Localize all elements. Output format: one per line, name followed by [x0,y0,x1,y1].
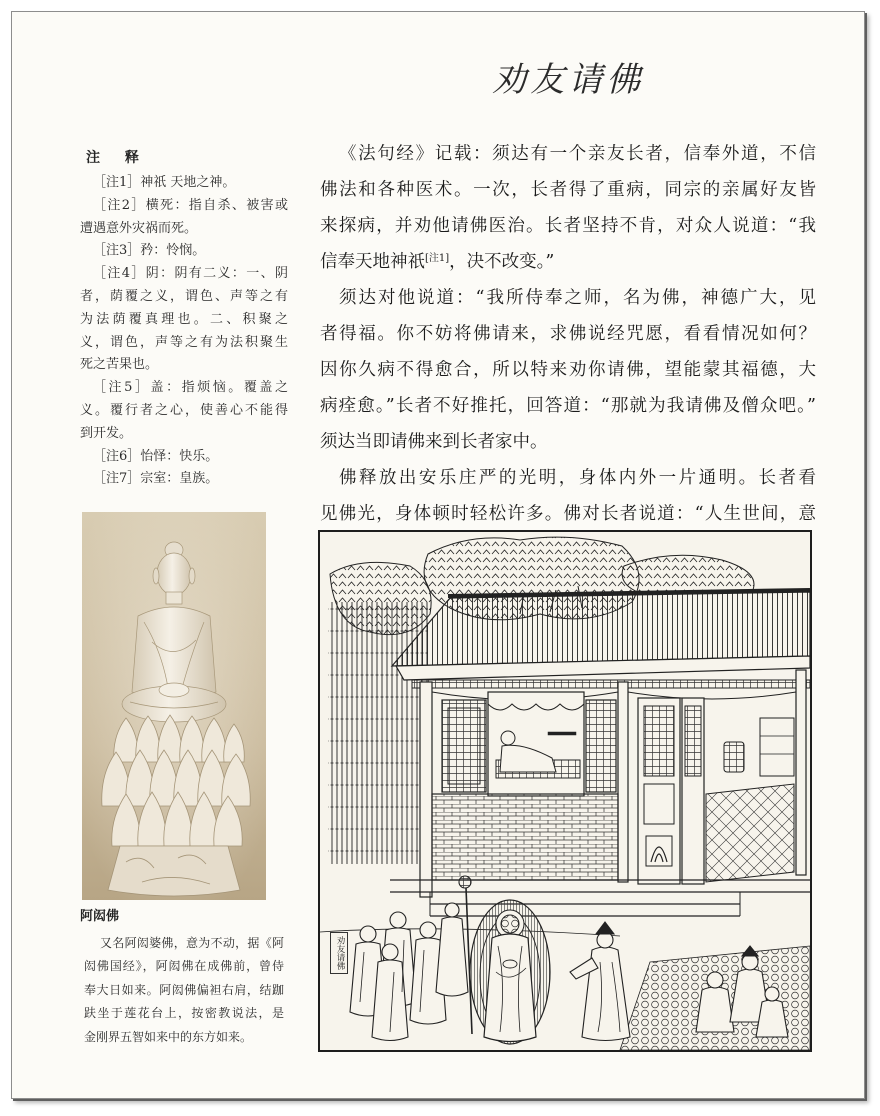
pavilion-roof [392,592,810,666]
note-reference-1: [注1] [425,253,450,264]
notes-column [80,147,292,497]
buddha-with-halo [470,900,550,1044]
caption-line-2: 闳佛国经》，阿闳佛在成佛前，曾侍 [84,959,285,974]
paragraph-2-line-3: 因你久病不得愈合，所以特来劝你请佛，望能蒙其福德，大 [320,360,818,380]
note-2-cont: 遭遇意外灾祸而死。 [80,220,198,236]
figure-caption [84,932,284,1050]
caption-line-4: 趺坐于莲花台上，按密教说法，是 [84,1006,286,1021]
note-3: ［注3］矜：怜悯。 [93,243,206,259]
caption-line-3: 奉大日如来。阿闳佛偏袒右肩，结跏 [84,982,285,997]
note-5-cont-2: 到开发。 [80,425,133,441]
note-2: ［注2］横死：指自杀、被害或 [93,197,290,213]
pillar-left [420,682,432,897]
window-lattice-left [442,700,486,792]
note-4-cont-1: 者，荫覆之义，谓色、声等之有 [80,289,290,304]
figure-caption-title: 阿闳佛 [80,909,120,924]
note-1: ［注1］神祇 天地之神。 [93,175,236,190]
woodblock-scene [320,532,810,1050]
note-4-cont-4: 死之苦果也。 [80,357,159,373]
page-title: 劝友请佛 [490,60,652,100]
note-6: ［注6］怡怿：快乐。 [93,448,219,464]
caption-line-5: 金刚界五智如来中的东方如来。 [84,1029,253,1044]
book-page [11,11,865,1099]
buddha-statue-photo [82,512,266,900]
caption-line-1: 又名阿闳婆佛，意为不动，据《阿 [100,936,285,950]
statue-image [82,512,266,900]
pillar-middle [618,682,628,882]
paragraph-1-line-4-text: 信奉天地神祇 [320,252,425,272]
note-5-cont-1: 义。覆行者之心，使善心不能得 [80,403,290,418]
note-4-cont-2: 为法荫覆真理也。二、积聚之 [80,311,292,327]
interior-floor [706,784,794,882]
paragraph-2-line-2: 者得福。你不妨将佛请来，求佛说经咒愿，看看情况如何？ [320,324,818,344]
note-4: ［注4］阴：阴有二义：一、阴 [93,266,290,282]
pillar-right [796,670,806,875]
sick-elder-head [501,731,515,745]
paragraph-2-line-4: 病痊愈。”长者不好推托，回答道：“那就为我请佛及僧众吧。” [320,396,818,416]
buddha-robe [484,934,536,1042]
paragraph-3-line-2: 见佛光，身体顿时轻松许多。佛对长者说道：“人生世间，意 [320,504,818,524]
window-lattice-right [586,700,616,792]
woodblock-illustration [318,530,812,1052]
illustration-title-label: 劝友请佛 [330,932,348,974]
note-4-cont-3: 义，谓色，声等之有为法积聚生 [80,334,290,350]
paragraph-2-line-5: 须达当即请佛来到长者家中。 [320,432,548,452]
main-text [320,136,819,532]
note-5: ［注5］盖：指烦恼。覆盖之 [93,380,291,396]
note-7: ［注7］宗室：皇族。 [93,471,219,487]
lotus-pedestal [102,715,250,896]
sickroom-opening [488,692,584,796]
paragraph-1-line-1: 《法句经》记载：须达有一个亲友长者，信奉外道，不信 [339,144,818,164]
paragraph-1-line-2: 佛法和各种医术。一次，长者得了重病，同宗的亲属好友皆 [320,180,818,200]
brick-wall [432,794,618,880]
notes-heading: 注 释 [86,150,149,166]
paragraph-1-line-4-tail: ，决不改变。” [449,252,555,272]
paragraph-1-line-4 [320,244,816,280]
paragraph-3-line-1: 佛释放出安乐庄严的光明，身体内外一片通明。长者看 [339,468,819,488]
paragraph-2-line-1: 须达对他说道：“我所侍奉之师，名为佛，神德广大，见 [339,288,818,308]
paragraph-1-line-3: 来探病，并劝他请佛医治。长者坚持不肯，对众人说道：“我 [320,216,818,236]
